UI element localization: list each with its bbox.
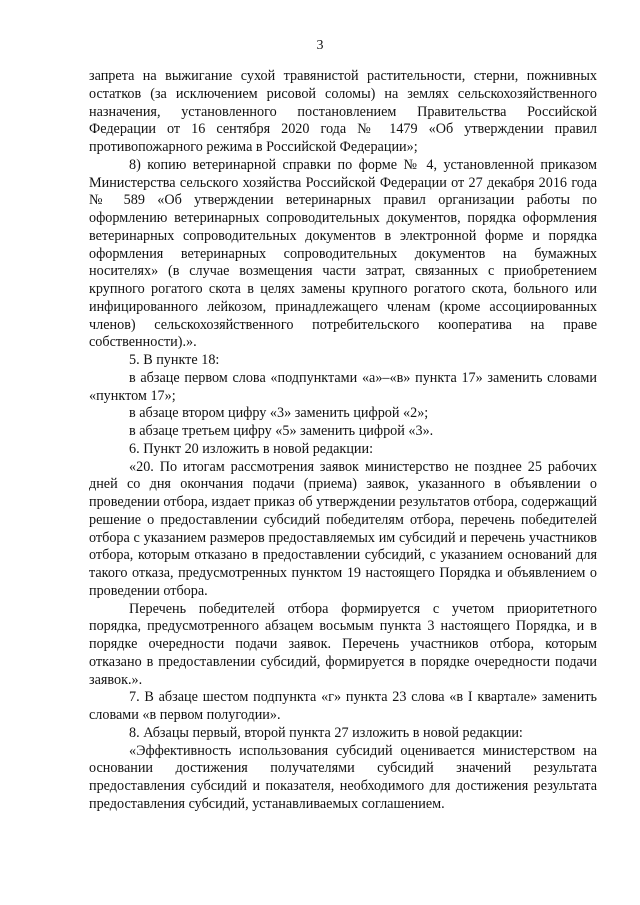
paragraph-point-7: 7. В абзаце шестом подпункта «г» пункта 23 слова «в I квартале» заменить словами «в первом полугодии». <box>89 689 597 723</box>
paragraph-continuation: запрета на выжигание сухой травянистой растительности, стерни, пожнивных остатков (за исключением рисовой соломы) на землях сельскохозяйственного назначения, установленного постановлением Правительства Российской Федерации от 16 сентября 2020 года № 1479 «Об утверждении правил противопожарного режима в Российской Федерации»; <box>89 68 597 155</box>
page-number: 3 <box>316 38 324 53</box>
paragraph-point-8: 8. Абзацы первый, второй пункта 27 изложить в новой редакции: <box>129 724 523 741</box>
paragraph-point-5-first: в абзаце первом слова «подпунктами «а»–«в» пункта 17» заменить словами «пунктом 17»; <box>89 369 597 404</box>
paragraph-point-6: 6. Пункт 20 изложить в новой редакции: <box>129 440 374 457</box>
document-body <box>89 68 597 814</box>
paragraph-winners-list: Перечень победителей отбора формируется с учетом приоритетного порядка, предусмотренного абзацем восьмым пункта 3 настоящего Порядка, и в порядке очередности подачи заявок. Перечень участников отбора, которым отказано в предоставлении субсидий, формируется в порядке очередности подачи заявок.». <box>89 600 597 688</box>
paragraph-item-8: 8) копию ветеринарной справки по форме № 4, установленной приказом Министерства сельского хозяйства Российской Федерации от 27 декабря 2016 года № 589 «Об утверждении ветеринарных правил организации работы по оформлению ветеринарных сопроводительных документов, порядка оформления ветеринарных сопроводительных документов в электронной форме и порядка оформления ветеринарных сопроводительных документов на бумажных носителях» (в случае возмещения части затрат, связанных с приобретением крупного рогатого скота в целях замены крупного рогатого скота, больного или инфицированного лейкозом, принадлежащего членам (кроме ассоциированных членов) сельскохозяйственного потребительского кооператива на праве собственности).». <box>89 156 597 351</box>
paragraph-point-5-third: в абзаце третьем цифру «5» заменить цифрой «3». <box>129 423 434 439</box>
paragraph-point-5: 5. В пункте 18: <box>129 352 220 368</box>
paragraph-efficiency: «Эффективность использования субсидий оценивается министерством на основании достижения получателями субсидий значений результата предоставления субсидий и показателя, необходимого для достижения результата предоставления субсидий, устанавливаемых соглашением. <box>89 742 597 812</box>
paragraph-point-5-second: в абзаце втором цифру «3» заменить цифрой «2»; <box>129 405 429 422</box>
paragraph-clause-20: «20. По итогам рассмотрения заявок министерство не позднее 25 рабочих дней со дня окончания подачи (приема) заявок, указанного в объявлении о проведении отбора, издает приказ об утверждении результатов отбора, содержащий решение о предоставлении субсидий победителям отбора, перечень победителей отбора с указанием размеров предоставляемых им субсидий и перечень участников отбора, которым отказано в предоставлении субсидий, с указанием оснований для такого отказа, предусмотренных пунктом 19 настоящего Порядка и объявлением о проведении отбора. <box>89 458 597 599</box>
